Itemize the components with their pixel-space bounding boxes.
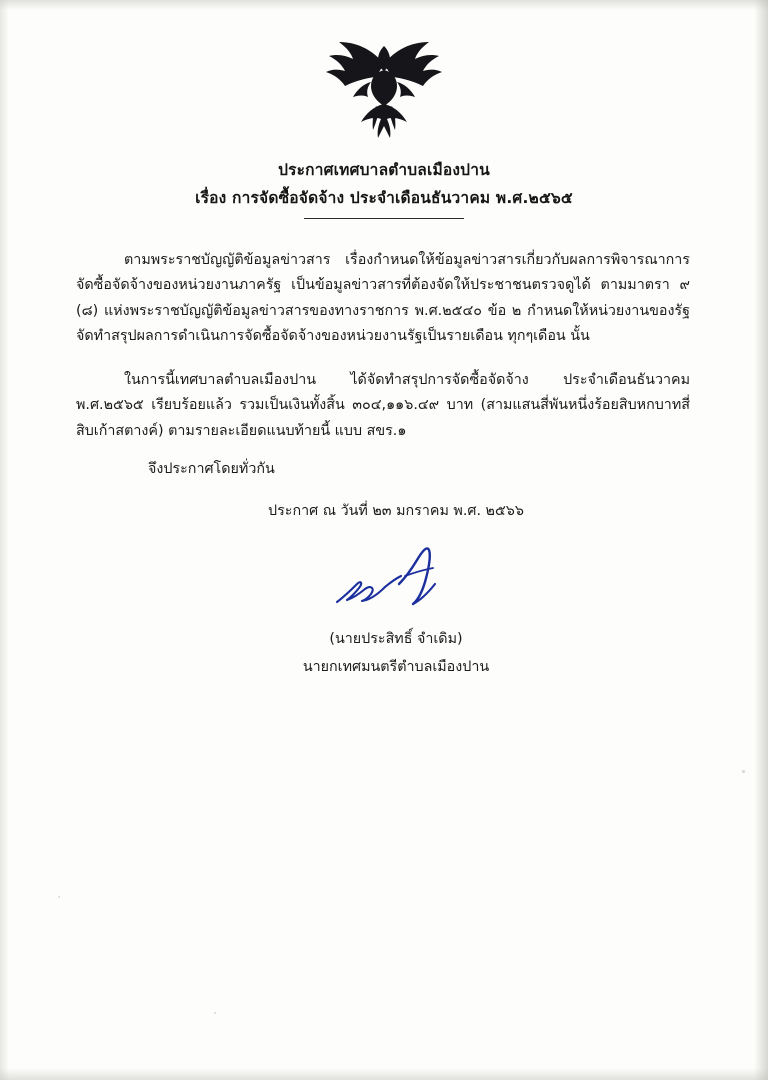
paragraph-1-text: ตามพระราชบัญญัติข้อมูลข่าวสาร เรื่องกำหนดให้ข้อมูลข่าวสารเกี่ยวกับผลการพิจารณาการจัดซื้อจัดจ้างของหน่วยงานภาครัฐ เป็นข้อมูลข่าวสารที่ต้องจัดให้ประชาชนตรวจดูได้ ตามมาตรา ๙ (๘) แห่งพระราชบัญญัติข้อมูลข่าวสารของทางราชการ พ.ศ.๒๕๔๐ ข้อ ๒ กำหนดให้หน่วยงานของรัฐจัดทำสรุปผลการดำเนินการจัดซื้อจัดจ้างของหน่วยงานรัฐเป็นรายเดือน ทุกๆเดือน นั้น <box>76 252 690 345</box>
document-header <box>0 158 768 219</box>
signature-name: (นายประสิทธิ์ จำเดิม) <box>329 631 463 647</box>
title-divider <box>304 218 464 219</box>
handwritten-signature <box>301 540 491 626</box>
date-line: ประกาศ ณ วันที่ ๒๓ มกราคม พ.ศ. ๒๕๖๖ <box>268 503 524 519</box>
garuda-emblem <box>0 34 768 150</box>
scan-speck <box>214 1012 216 1014</box>
paragraph-2 <box>76 368 690 444</box>
scan-edge-top <box>0 0 768 10</box>
scan-speck <box>58 896 60 898</box>
scan-speck <box>742 770 745 773</box>
signature-position: นายกเทศมนตรีตำบลเมืองปาน <box>302 659 490 675</box>
document-body <box>76 248 690 444</box>
scan-edge-bottom <box>0 1068 768 1080</box>
notice-line: จึงประกาศโดยทั่วกัน <box>148 461 275 477</box>
page-subtitle: เรื่อง การจัดซื้อจัดจ้าง ประจำเดือนธันวาคม พ.ศ.๒๕๖๕ <box>195 188 573 207</box>
page-title: ประกาศเทศบาลตำบลเมืองปาน <box>278 161 490 179</box>
paragraph-2-text: ในการนี้เทศบาลตำบลเมืองปาน ได้จัดทำสรุปการจัดซื้อจัดจ้าง ประจำเดือนธันวาคม พ.ศ.๒๕๖๕ เรียบร้อยแล้ว รวมเป็นเงินทั้งสิ้น ๓๐๔,๑๑๖.๔๙ บาท (สามแสนสี่พันหนึ่งร้อยสิบหกบาทสี่สิบเก้าสตางค์) ตามรายละเอียดแนบท้ายนี้ แบบ สขร.๑ <box>76 371 690 439</box>
paragraph-1 <box>76 248 690 350</box>
signature-block <box>0 540 768 678</box>
